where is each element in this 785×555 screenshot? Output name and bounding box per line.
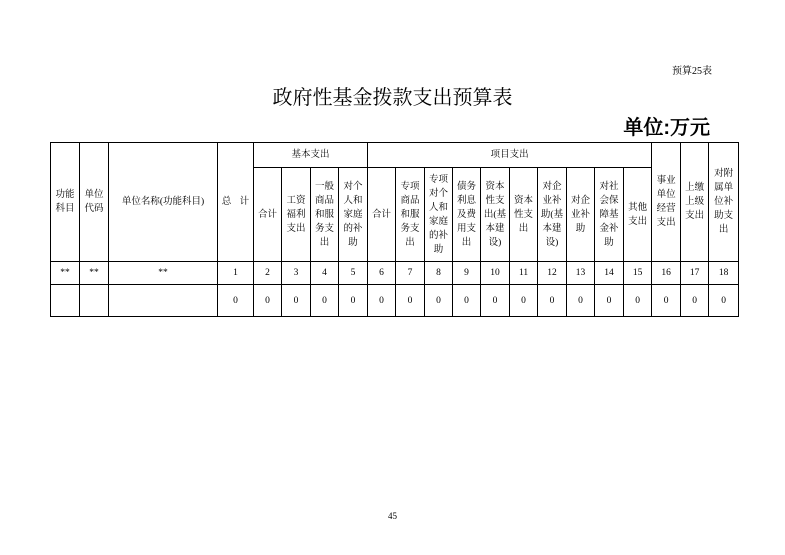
- value-cell: 0: [425, 285, 453, 317]
- page-title: 政府性基金拨款支出预算表: [272, 87, 513, 109]
- index-cell: 1: [218, 262, 254, 285]
- table-header: [51, 143, 739, 262]
- header-unit-name: 单位名称(功能科目): [109, 143, 218, 262]
- header-subsidy-affiliated: 对附属单位补助支出: [709, 143, 739, 262]
- header-project-enterprise-subsidy: 对企业补助: [567, 168, 595, 262]
- index-cell: 6: [368, 262, 396, 285]
- func-subject-cell: [51, 285, 80, 317]
- index-cell: 8: [425, 262, 453, 285]
- unit-label: 单位:万元: [623, 117, 710, 139]
- budget-form-number: 预算25表: [672, 66, 712, 77]
- header-project-household-subsidy: 专项对个人和家庭的补助: [425, 168, 453, 262]
- header-project-capital: 资本性支出: [510, 168, 538, 262]
- value-cell: 0: [453, 285, 481, 317]
- header-row-groups: [51, 143, 739, 168]
- value-cell: 0: [624, 285, 652, 317]
- header-project-capital-construction: 资本性支出(基本建设): [481, 168, 510, 262]
- value-cell: 0: [368, 285, 396, 317]
- header-project-debt-interest: 债务利息及费用支出: [453, 168, 481, 262]
- header-project-goods-services: 专项商品和服务支出: [396, 168, 425, 262]
- index-cell: 3: [282, 262, 311, 285]
- table-row: [51, 285, 739, 317]
- index-cell: 2: [254, 262, 282, 285]
- header-project-enterprise-construction: 对企业补助(基本建设): [538, 168, 567, 262]
- unit-code-cell: [80, 285, 109, 317]
- value-cell-total: 0: [218, 285, 254, 317]
- index-cell: 10: [481, 262, 510, 285]
- index-row: [51, 262, 739, 285]
- value-cell: 0: [396, 285, 425, 317]
- index-cell: 11: [510, 262, 538, 285]
- page-number: 45: [388, 511, 397, 521]
- value-cell: 0: [339, 285, 368, 317]
- value-cell: 0: [481, 285, 510, 317]
- header-project-social-security: 对社会保障基金补助: [595, 168, 624, 262]
- header-project-other: 其他支出: [624, 168, 652, 262]
- header-func-subject: 功能科目: [51, 143, 80, 262]
- value-cell: 0: [681, 285, 709, 317]
- index-cell: 15: [624, 262, 652, 285]
- index-cell: 14: [595, 262, 624, 285]
- index-cell: 16: [652, 262, 681, 285]
- value-cell: 0: [709, 285, 739, 317]
- index-cell: 9: [453, 262, 481, 285]
- index-cell: 18: [709, 262, 739, 285]
- header-remit-upper: 上缴上级支出: [681, 143, 709, 262]
- index-cell: 4: [311, 262, 339, 285]
- value-cell: 0: [595, 285, 624, 317]
- header-business-ops: 事业单位经营支出: [652, 143, 681, 262]
- index-cell: **: [80, 262, 109, 285]
- header-basic-wages: 工资福利支出: [282, 168, 311, 262]
- value-cell: 0: [282, 285, 311, 317]
- header-basic-subtotal: 合计: [254, 168, 282, 262]
- index-cell: **: [51, 262, 80, 285]
- header-basic-goods-services: 一般商品和服务支出: [311, 168, 339, 262]
- table-body: [51, 262, 739, 317]
- header-basic-household-subsidy: 对个人和家庭的补助: [339, 168, 368, 262]
- index-cell: 12: [538, 262, 567, 285]
- index-cell: **: [109, 262, 218, 285]
- value-cell: 0: [510, 285, 538, 317]
- value-cell: 0: [567, 285, 595, 317]
- unit-name-cell: [109, 285, 218, 317]
- index-cell: 7: [396, 262, 425, 285]
- value-cell: 0: [652, 285, 681, 317]
- header-group-project: 项目支出: [368, 143, 652, 168]
- header-project-subtotal: 合计: [368, 168, 396, 262]
- value-cell: 0: [311, 285, 339, 317]
- index-cell: 5: [339, 262, 368, 285]
- value-cell: 0: [254, 285, 282, 317]
- value-cell: 0: [538, 285, 567, 317]
- header-unit-code: 单位代码: [80, 143, 109, 262]
- header-group-basic: 基本支出: [254, 143, 368, 168]
- index-cell: 13: [567, 262, 595, 285]
- header-total: 总 计: [218, 143, 254, 262]
- budget-table: [50, 142, 739, 317]
- index-cell: 17: [681, 262, 709, 285]
